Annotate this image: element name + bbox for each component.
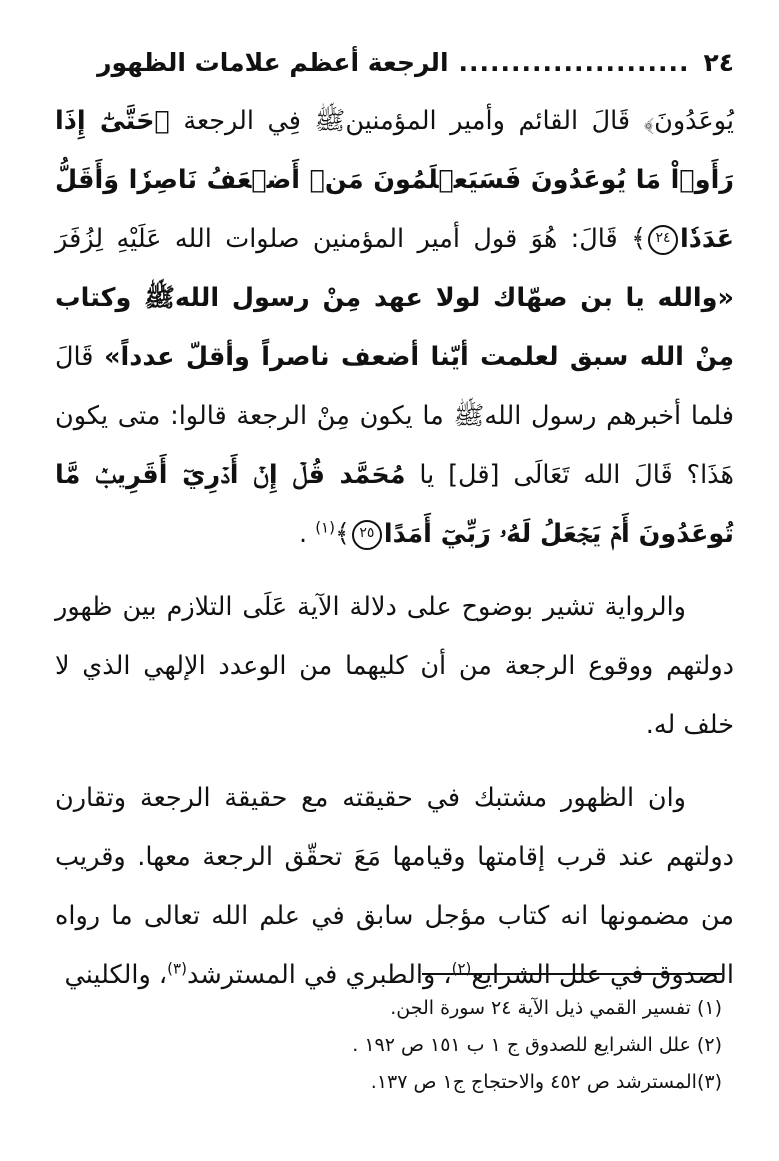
quran-verse-1: ﴿حَتَّىٰٓ إِذَا رَأَوۡاْ مَا يُوعَدُونَ فَسَيَعۡلَمُونَ مَنۡ أَضۡعَفُ نَاصِرٗا وَأَقَلُّ عَدَدٗا [55,106,734,254]
footnote-3: (٣)المسترشد ص ٤٥٢ والاحتجاج ج١ ص ١٣٧. [370,1071,722,1093]
body-text [55,92,734,1005]
footnote-reference[interactable]: (٢) [451,959,472,978]
text-run: ﴾ قَالَ: هُوَ قول أمير المؤمنين صلوات الله عَلَيْهِ لِزُفَرَ [55,224,647,254]
text-run: ﴾ [334,519,350,549]
text-run: قَالَ فلما أخبرهم رسول الله [55,342,734,431]
text-run: فِي الرجعة [169,106,315,136]
ayah-number-marker: ٢٥ [352,520,382,550]
footnotes [200,990,722,1101]
paragraph-1 [55,92,734,564]
text-run: ما يكون مِنْ الرجعة قالوا: متى يكون هَذَا؟ قَالَ الله تَعَالَى [قل] يا [55,401,735,490]
paragraph-2: والرواية تشير بوضوح على دلالة الآية عَلَى التلازم بين ظهور دولتهم ووقوع الرجعة من أن كليهما من الوعدد الإلهي الذي لا خلف له. [55,592,734,740]
running-title: الرجعة أعظم علامات الظهور [97,47,449,77]
footnote-2: (٢) علل الشرايع للصدوق ج ١ ب ١٥١ ص ١٩٢ . [352,1034,722,1056]
text-run: ، والطبري في المسترشد [186,960,452,990]
hadith-quote: وكتاب مِنْ الله سبق لعلمت أيّنا أضعف ناصراً وأقلّ عدداً» [55,283,734,372]
text-run: وان الظهور مشتبك في حقيقته مع حقيقة الرجعة وتقارن دولتهم عند قرب إقامتها وقيامها مَعَ تحقّق الرجعة معها. وقريب من مضمونها انه كتاب مؤجل سابق في علم الله تعالى ما رواه الصدوق في علل الشرايع [55,783,734,990]
salawat-glyph: ﷺ [453,401,485,431]
text-run: يُوعَدُونَ﴾ قَالَ القائم وأمير المؤمنين [345,106,735,136]
footnote-reference[interactable]: (١) [315,518,335,537]
header-dots: ...................... [458,47,690,77]
page-header [55,42,734,82]
paragraph-3 [55,769,734,1005]
bold-name: مُحَمَّد [324,460,406,490]
ayah-number-marker: ٢٤ [648,225,678,255]
salawat-glyph: ﷺ [314,106,346,136]
footnote-reference[interactable]: (٣) [167,959,187,978]
footnote-divider [422,973,722,975]
salawat-glyph: ﷺ [144,283,175,313]
text-run: . [298,519,316,549]
footnote-1: (١) تفسير القمي ذيل الآية ٢٤ سورة الجن. [390,997,722,1019]
page-number: ٢٤ [703,47,734,77]
hadith-quote: «والله يا بن صهّاك لولا عهد مِنْ رسول الله [174,283,734,313]
quran-verse-2: قُلۡ إِنۡ أَدۡرِيٓ أَقَرِيبٞ مَّا تُوعَدُونَ أَمۡ يَجۡعَلُ لَهُۥ رَبِّيٓ أَمَدًا [55,460,734,549]
text-run: ، والكليني [64,960,168,990]
